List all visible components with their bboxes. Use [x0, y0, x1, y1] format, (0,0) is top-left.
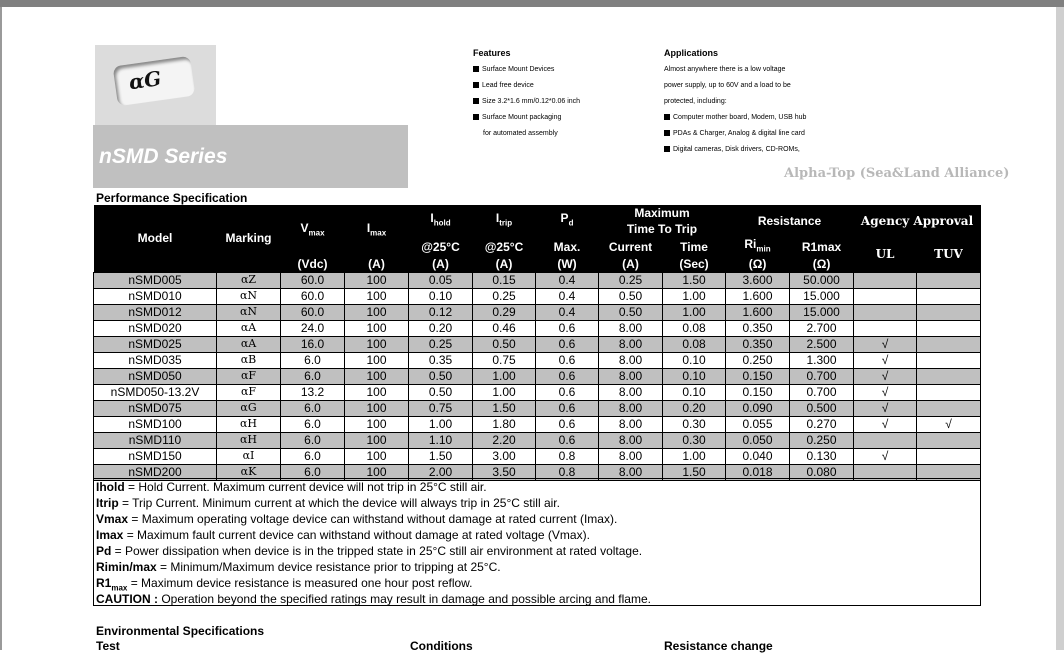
cell-ul: [854, 320, 917, 336]
cell-r1max: 15.000: [790, 288, 854, 304]
th-agency: Agency Approval: [854, 205, 981, 237]
cell-rimin: 0.040: [726, 448, 790, 464]
cell-model: nSMD050: [94, 368, 217, 384]
cell-model: nSMD035: [94, 352, 217, 368]
cell-imax: 100: [345, 304, 409, 320]
th-imax-unit: (A): [345, 256, 409, 272]
cell-vmax: 6.0: [281, 352, 345, 368]
note-line: Pd = Power dissipation when device is in the tripped state in 25°C still air environment at rated voltage.: [96, 544, 643, 558]
cell-rimin: 0.150: [726, 384, 790, 400]
cell-ihold: 1.00: [409, 416, 473, 432]
cell-pd: 0.6: [536, 352, 599, 368]
cell-ihold: 0.20: [409, 320, 473, 336]
cell-rimin: 0.350: [726, 336, 790, 352]
cell-tuv: [917, 448, 981, 464]
cell-vmax: 60.0: [281, 272, 345, 288]
cell-r1max: 0.700: [790, 384, 854, 400]
cell-trip-time: 0.10: [663, 384, 726, 400]
bullet-icon: [664, 114, 670, 120]
application-text: Almost anywhere there is a low voltage: [664, 66, 786, 73]
cell-ul: √: [854, 416, 917, 432]
bullet-icon: [473, 82, 479, 88]
cell-r1max: 2.700: [790, 320, 854, 336]
cell-model: nSMD012: [94, 304, 217, 320]
cell-ul: [854, 304, 917, 320]
cell-tuv: [917, 336, 981, 352]
cell-trip-time: 1.50: [663, 464, 726, 480]
cell-rimin: 0.350: [726, 320, 790, 336]
cell-marking: αH: [217, 416, 281, 432]
table-row: [94, 416, 981, 432]
bullet-icon: [473, 98, 479, 104]
cell-trip-current: 8.00: [599, 352, 663, 368]
note-line: Imax = Maximum fault current device can withstand without damage at rated voltage (Vmax).: [96, 528, 590, 542]
th-resistance: Resistance: [726, 205, 854, 237]
cell-marking: αK: [217, 464, 281, 480]
cell-tuv: [917, 432, 981, 448]
th-marking: Marking: [217, 205, 281, 272]
cell-pd: 0.6: [536, 416, 599, 432]
cell-imax: 100: [345, 416, 409, 432]
left-border: [0, 7, 2, 650]
table-row: [94, 432, 981, 448]
th-ihold-at: @25°C: [409, 237, 473, 256]
cell-trip-time: 1.00: [663, 304, 726, 320]
cell-vmax: 24.0: [281, 320, 345, 336]
cell-model: nSMD100: [94, 416, 217, 432]
cell-trip-current: 8.00: [599, 400, 663, 416]
cell-imax: 100: [345, 272, 409, 288]
note-line: $R1_{max}$ = Maximum device resistance is measured one hour post reflow.: [96, 576, 473, 593]
cell-imax: 100: [345, 352, 409, 368]
cell-ihold: 0.75: [409, 400, 473, 416]
cell-tuv: [917, 304, 981, 320]
window-top-bar: [0, 0, 1064, 7]
table-row: [94, 320, 981, 336]
feature-item: Surface Mount Devices: [473, 66, 554, 73]
cell-trip-current: 0.25: [599, 272, 663, 288]
cell-trip-time: 0.08: [663, 336, 726, 352]
cell-rimin: 3.600: [726, 272, 790, 288]
table-row: [94, 352, 981, 368]
cell-marking: αN: [217, 288, 281, 304]
cell-pd: 0.6: [536, 320, 599, 336]
table-row: [94, 384, 981, 400]
table-row: [94, 336, 981, 352]
cell-r1max: 50.000: [790, 272, 854, 288]
feature-item: Lead free device: [473, 82, 534, 89]
cell-pd: 0.4: [536, 272, 599, 288]
cell-pd: 0.6: [536, 384, 599, 400]
cell-marking: αI: [217, 448, 281, 464]
cell-marking: αF: [217, 384, 281, 400]
cell-vmax: 16.0: [281, 336, 345, 352]
cell-marking: αA: [217, 336, 281, 352]
cell-imax: 100: [345, 336, 409, 352]
cell-itrip: 0.46: [473, 320, 536, 336]
cell-trip-time: 0.30: [663, 432, 726, 448]
cell-trip-time: 1.00: [663, 288, 726, 304]
th-imax: $I_{max}$: [345, 205, 409, 256]
cell-tuv: [917, 352, 981, 368]
cell-imax: 100: [345, 432, 409, 448]
cell-marking: αB: [217, 352, 281, 368]
feature-item: Surface Mount packaging: [473, 114, 561, 121]
th-r1max-unit: (Ω): [790, 256, 854, 272]
cell-imax: 100: [345, 384, 409, 400]
cell-pd: 0.4: [536, 304, 599, 320]
th-ul: UL: [854, 237, 917, 272]
cell-ul: √: [854, 336, 917, 352]
cell-ul: √: [854, 352, 917, 368]
cell-r1max: 2.500: [790, 336, 854, 352]
chip-marking: αG: [127, 66, 163, 95]
cell-itrip: 1.00: [473, 384, 536, 400]
cell-ihold: 0.35: [409, 352, 473, 368]
brand-name: Alpha-Top (Sea&Land Alliance): [784, 166, 1010, 181]
cell-trip-time: 0.30: [663, 416, 726, 432]
cell-ihold: 0.50: [409, 368, 473, 384]
cell-tuv: [917, 320, 981, 336]
cell-r1max: 0.250: [790, 432, 854, 448]
cell-ul: √: [854, 400, 917, 416]
cell-trip-current: 8.00: [599, 448, 663, 464]
cell-pd: 0.6: [536, 432, 599, 448]
env-test-header: Test: [96, 639, 120, 653]
series-banner: [93, 125, 408, 188]
cell-itrip: 1.80: [473, 416, 536, 432]
cell-itrip: 0.25: [473, 288, 536, 304]
cell-trip-current: 8.00: [599, 416, 663, 432]
th-model: Model: [94, 205, 217, 272]
th-itrip-unit: (A): [473, 256, 536, 272]
cell-rimin: 1.600: [726, 304, 790, 320]
cell-rimin: 1.600: [726, 288, 790, 304]
cell-trip-current: 8.00: [599, 320, 663, 336]
cell-model: nSMD200: [94, 464, 217, 480]
cell-imax: 100: [345, 368, 409, 384]
applications-heading: Applications: [664, 48, 719, 58]
feature-item: for automated assembly: [483, 130, 558, 137]
cell-imax: 100: [345, 288, 409, 304]
cell-itrip: 3.00: [473, 448, 536, 464]
cell-model: nSMD025: [94, 336, 217, 352]
cell-ul: [854, 288, 917, 304]
cell-tuv: [917, 400, 981, 416]
cell-trip-time: 0.20: [663, 400, 726, 416]
performance-title: Performance Specification: [96, 191, 248, 205]
cell-trip-time: 1.50: [663, 272, 726, 288]
th-itrip-at: @25°C: [473, 237, 536, 256]
cell-trip-current: 8.00: [599, 464, 663, 480]
table-row: [94, 448, 981, 464]
cell-rimin: 0.250: [726, 352, 790, 368]
cell-r1max: 0.080: [790, 464, 854, 480]
cell-marking: αA: [217, 320, 281, 336]
cell-vmax: 6.0: [281, 368, 345, 384]
cell-vmax: 6.0: [281, 448, 345, 464]
th-r1max: R1max: [790, 237, 854, 256]
cell-itrip: 0.29: [473, 304, 536, 320]
cell-itrip: 0.75: [473, 352, 536, 368]
cell-trip-current: 0.50: [599, 288, 663, 304]
cell-tuv: √: [917, 416, 981, 432]
cell-imax: 100: [345, 400, 409, 416]
cell-vmax: 60.0: [281, 288, 345, 304]
cell-imax: 100: [345, 464, 409, 480]
th-itrip: $I_{trip}$: [473, 205, 536, 237]
env-title: Environmental Specifications: [96, 624, 265, 638]
cell-trip-current: 8.00: [599, 384, 663, 400]
cell-itrip: 2.20: [473, 432, 536, 448]
cell-ul: [854, 272, 917, 288]
note-line: Vmax = Maximum operating voltage device can withstand without damage at rated current (Imax).: [96, 512, 618, 526]
cell-tuv: [917, 288, 981, 304]
cell-ul: [854, 432, 917, 448]
cell-ul: √: [854, 384, 917, 400]
cell-pd: 0.8: [536, 448, 599, 464]
cell-rimin: 0.090: [726, 400, 790, 416]
cell-rimin: 0.018: [726, 464, 790, 480]
note-line: Itrip = Trip Current. Minimum current at which the device will always trip in 25°C still air.: [96, 496, 560, 510]
cell-ihold: 0.05: [409, 272, 473, 288]
note-line: CAUTION : Operation beyond the specified ratings may result in damage and possible arcing and flame.: [96, 592, 651, 606]
env-conditions-header: Conditions: [410, 639, 473, 653]
th-pd-unit: (W): [536, 256, 599, 272]
bullet-icon: [664, 146, 670, 152]
application-item: Digital cameras, Disk drivers, CD-ROMs,: [664, 146, 800, 153]
cell-model: nSMD075: [94, 400, 217, 416]
env-resistance-change-header: Resistance change: [664, 639, 773, 653]
cell-vmax: 6.0: [281, 432, 345, 448]
cell-marking: αF: [217, 368, 281, 384]
th-tuv: TUV: [917, 237, 981, 272]
cell-rimin: 0.150: [726, 368, 790, 384]
note-line: Rimin/max = Minimum/Maximum device resistance prior to tripping at 25°C.: [96, 560, 501, 574]
th-ihold-unit: (A): [409, 256, 473, 272]
cell-marking: αZ: [217, 272, 281, 288]
cell-pd: 0.6: [536, 400, 599, 416]
cell-model: nSMD150: [94, 448, 217, 464]
cell-marking: αG: [217, 400, 281, 416]
cell-trip-time: 0.08: [663, 320, 726, 336]
th-time: Time: [663, 237, 726, 256]
bullet-icon: [473, 114, 479, 120]
cell-marking: αN: [217, 304, 281, 320]
th-rimin-unit: (Ω): [726, 256, 790, 272]
cell-ihold: 1.50: [409, 448, 473, 464]
cell-r1max: 0.130: [790, 448, 854, 464]
cell-model: nSMD110: [94, 432, 217, 448]
cell-ihold: 1.10: [409, 432, 473, 448]
cell-itrip: 1.00: [473, 368, 536, 384]
th-vmax-unit: (Vdc): [281, 256, 345, 272]
application-item: PDAs & Charger, Analog & digital line card: [664, 130, 805, 137]
cell-pd: 0.4: [536, 288, 599, 304]
scrollbar[interactable]: [1056, 7, 1064, 650]
cell-rimin: 0.050: [726, 432, 790, 448]
bullet-icon: [664, 130, 670, 136]
product-photo: [95, 45, 216, 125]
th-maximum: Maximum: [599, 205, 726, 221]
cell-ul: √: [854, 368, 917, 384]
cell-ihold: 0.50: [409, 384, 473, 400]
cell-itrip: 0.15: [473, 272, 536, 288]
cell-imax: 100: [345, 320, 409, 336]
application-text: protected, including:: [664, 98, 727, 105]
cell-trip-current: 8.00: [599, 368, 663, 384]
cell-vmax: 6.0: [281, 464, 345, 480]
cell-r1max: 0.500: [790, 400, 854, 416]
cell-trip-current: 0.50: [599, 304, 663, 320]
th-pd: $P_d$: [536, 205, 599, 237]
cell-ihold: 0.25: [409, 336, 473, 352]
spec-table: [93, 205, 981, 481]
feature-item: Size 3.2*1.6 mm/0.12*0.06 inch: [473, 98, 580, 105]
table-row: [94, 272, 981, 288]
bullet-icon: [473, 66, 479, 72]
th-time-to-trip: Time To Trip: [599, 221, 726, 237]
cell-r1max: 0.700: [790, 368, 854, 384]
cell-r1max: 15.000: [790, 304, 854, 320]
cell-tuv: [917, 272, 981, 288]
cell-vmax: 60.0: [281, 304, 345, 320]
cell-tuv: [917, 384, 981, 400]
th-current-unit: (A): [599, 256, 663, 272]
th-current: Current: [599, 237, 663, 256]
cell-model: nSMD010: [94, 288, 217, 304]
th-time-unit: (Sec): [663, 256, 726, 272]
cell-r1max: 0.270: [790, 416, 854, 432]
th-ihold: $I_{hold}$: [409, 205, 473, 237]
cell-itrip: 0.50: [473, 336, 536, 352]
series-title: nSMD Series: [99, 145, 228, 168]
cell-marking: αH: [217, 432, 281, 448]
table-row: [94, 368, 981, 384]
cell-imax: 100: [345, 448, 409, 464]
cell-pd: 0.8: [536, 464, 599, 480]
table-row: [94, 400, 981, 416]
cell-vmax: 6.0: [281, 416, 345, 432]
cell-model: nSMD020: [94, 320, 217, 336]
application-text: power supply, up to 60V and a load to be: [664, 82, 791, 89]
chip-image: [113, 56, 196, 106]
cell-pd: 0.6: [536, 336, 599, 352]
cell-trip-time: 0.10: [663, 352, 726, 368]
features-heading: Features: [473, 48, 511, 58]
table-row: [94, 304, 981, 320]
cell-ihold: 0.12: [409, 304, 473, 320]
cell-ihold: 0.10: [409, 288, 473, 304]
cell-model: nSMD050-13.2V: [94, 384, 217, 400]
cell-rimin: 0.055: [726, 416, 790, 432]
cell-itrip: 3.50: [473, 464, 536, 480]
cell-r1max: 1.300: [790, 352, 854, 368]
cell-trip-current: 8.00: [599, 432, 663, 448]
cell-vmax: 6.0: [281, 400, 345, 416]
application-item: Computer mother board, Modem, USB hub: [664, 114, 806, 121]
cell-pd: 0.6: [536, 368, 599, 384]
cell-vmax: 13.2: [281, 384, 345, 400]
th-rimin: $Ri_{min}$: [726, 237, 790, 256]
cell-tuv: [917, 368, 981, 384]
table-row: [94, 288, 981, 304]
cell-trip-current: 8.00: [599, 336, 663, 352]
cell-ihold: 2.00: [409, 464, 473, 480]
th-vmax: $V_{max}$: [281, 205, 345, 256]
th-pd-max: Max.: [536, 237, 599, 256]
note-line: Ihold = Hold Current. Maximum current device will not trip in 25°C still air.: [96, 480, 487, 494]
cell-ul: √: [854, 448, 917, 464]
cell-trip-time: 0.10: [663, 368, 726, 384]
cell-model: nSMD005: [94, 272, 217, 288]
cell-itrip: 1.50: [473, 400, 536, 416]
cell-trip-time: 1.00: [663, 448, 726, 464]
notes-box: [93, 478, 981, 606]
